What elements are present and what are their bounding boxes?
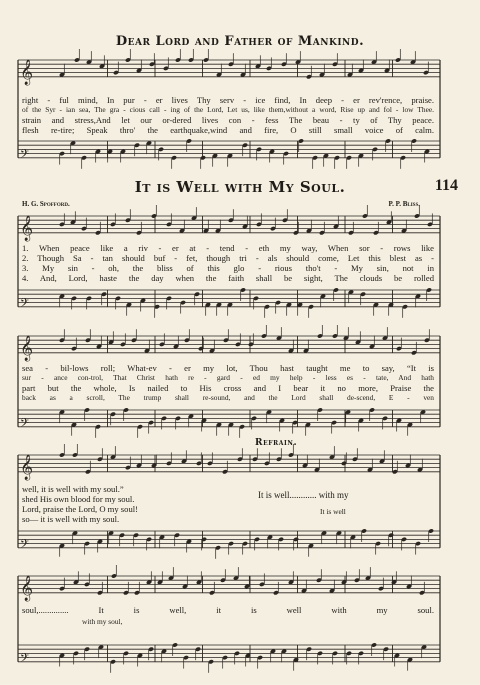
lyric-line: part but the whole, Is nailed to His cross and I bear it no more, Praise the [22,383,434,393]
lyric-line: shed His own blood for my soul. [22,494,135,504]
composer-credit: P. P. Bliss. [388,200,420,208]
lyric-line: 3. My sin - oh, the bliss of this glo - rious tho't - My sin, not in [22,263,434,273]
lyric-line: 4. And, Lord, haste the day when the faith shall be sight, The clouds be rolled [22,273,434,283]
lyric-line: right - ful mind, In pur - er lives Thy serv - ice find, In deep - er rev'rence, praise. [22,95,434,105]
lyric-line: strain and stress,And let our or-dered lives con - fess The beau - ty of Thy peace. [22,115,434,125]
lyric-line: of the Syr - ian sea, The gra - cious call - ing of the Lord, Let us, like them,without a word, Rise up and fol - low Thee. [22,105,434,114]
treble-clef: 𝄞 [20,454,34,480]
bass-clef: 𝄢 [20,296,30,313]
lyric-line: 1. When peace like a riv - er at - tend - eth my way, When sor - rows like [22,243,434,253]
bass-clef: 𝄢 [20,147,30,164]
lyric-line: sea - bil-lows roll; What-ev - er my lot, Thou hast taught me to say, “It is [22,363,434,373]
treble-clef: 𝄞 [20,215,34,241]
refrain-label: Refrain. [255,438,298,448]
lyric-line: sur - ance con-trol, That Christ hath re - gard - ed my help - less es - tate, And hath [22,373,434,382]
treble-clef: 𝄞 [20,335,34,361]
lyric-line: back as a scroll, The trump shall re-sound, and the Lord shall de-scend, E - ven [22,393,434,402]
hymn-title-it-is-well: It is Well with My Soul. [134,178,346,196]
refrain-lyric-line: soul,.............. It is well, it is well with my soul. [22,605,434,615]
bass-clef: 𝄢 [20,537,30,554]
lyric-line: so— it is well with my soul. [22,514,120,524]
refrain-alt-lyric-line: with my soul, [82,617,123,626]
author-credit: H. G. Spofford. [22,200,70,208]
lyric-line: well, it is well with my soul.” [22,484,124,494]
bass-clef: 𝄢 [20,416,30,433]
treble-clef: 𝄞 [20,59,34,85]
hymn-number: 114 [434,177,458,194]
note-heads [59,57,434,664]
bass-clef: 𝄢 [20,651,30,668]
lyric-line: flesh re-tire; Speak thro' the earthquake,wind and fire, O still small voice of calm. [22,125,434,135]
lyric-line: Lord, praise the Lord, O my soul! [22,504,138,514]
lyric-line: 2. Though Sa - tan should buf - fet, though tri - als should come, Let this blest as - [22,253,434,263]
refrain-lyric-line: It is well............ with my [258,490,349,500]
treble-clef: 𝄞 [20,575,34,601]
hymn-title-dear-lord: Dear Lord and Father of Mankind. [115,34,365,49]
refrain-alt-lyric-line: It is well [320,507,346,516]
note-stems [60,49,433,673]
